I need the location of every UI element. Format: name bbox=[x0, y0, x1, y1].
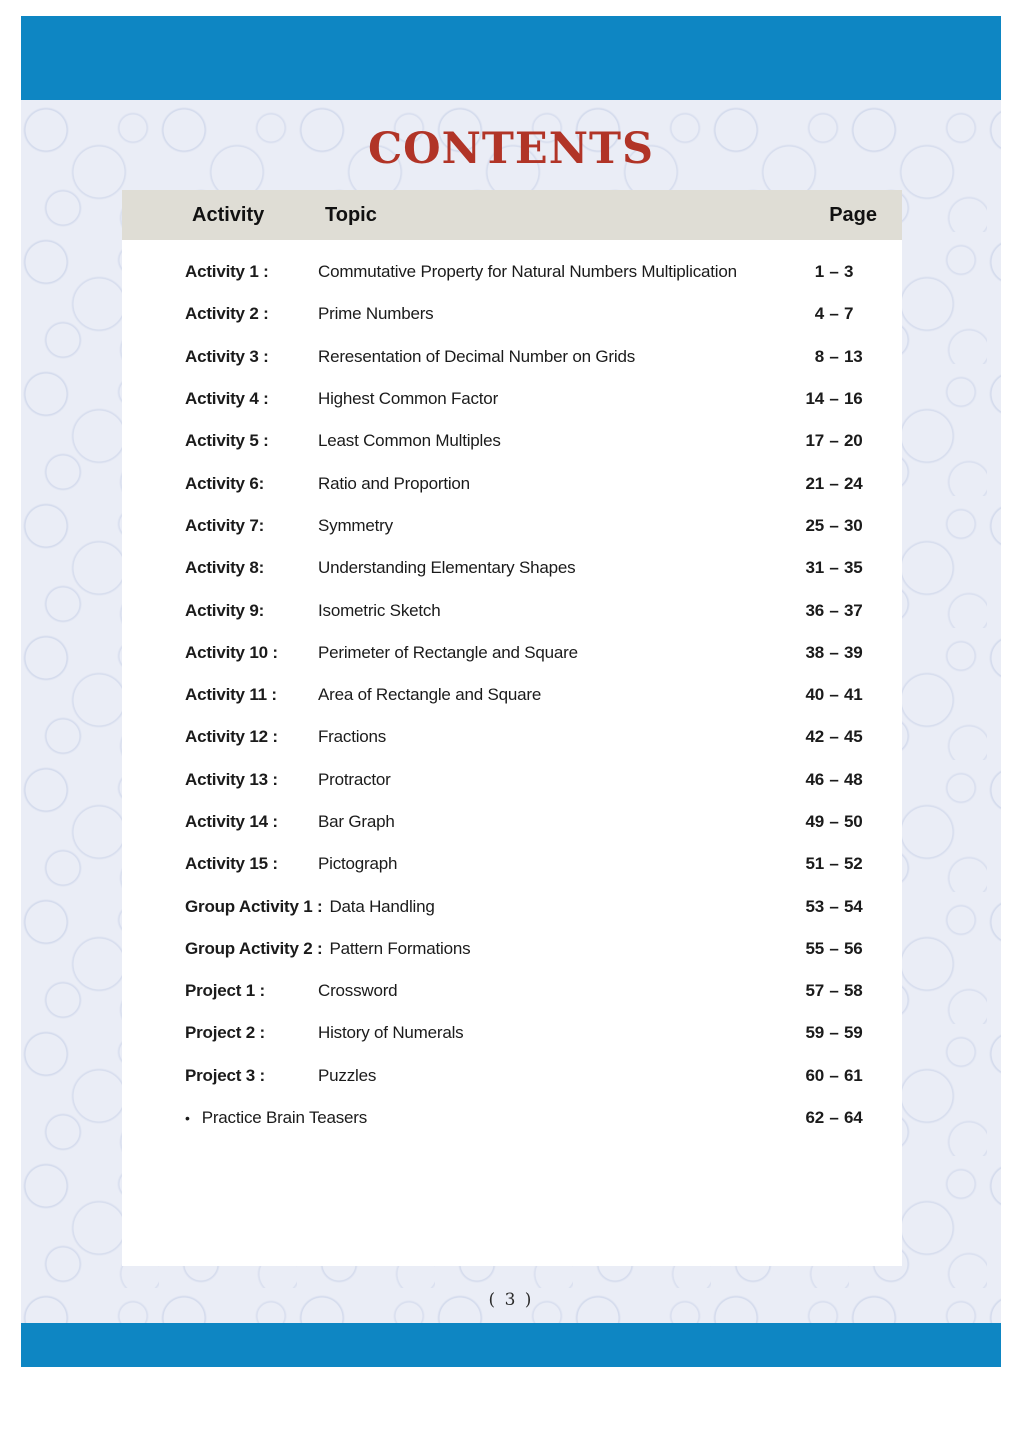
toc-page-start: 51 bbox=[805, 854, 824, 874]
page-range-dash: – bbox=[829, 938, 839, 958]
toc-row-topic: Perimeter of Rectangle and Square bbox=[318, 642, 578, 662]
toc-row-label: Activity 4 : bbox=[185, 389, 269, 409]
page-number: ( 3 ) bbox=[488, 1290, 534, 1310]
toc-row-topic: Data Handling bbox=[329, 896, 435, 916]
toc-row-pages bbox=[798, 685, 870, 705]
toc-page-start: 25 bbox=[805, 515, 824, 535]
toc-page-start: 46 bbox=[805, 769, 824, 789]
toc-row bbox=[122, 336, 902, 378]
toc-row-label: Activity 9: bbox=[185, 600, 265, 620]
toc-page-end: 56 bbox=[844, 938, 863, 958]
toc-page-end: 54 bbox=[844, 896, 863, 916]
toc-page-end: 30 bbox=[844, 515, 863, 535]
page-range-dash: – bbox=[829, 431, 839, 451]
page-range-dash: – bbox=[829, 727, 839, 747]
page-title: CONTENTS bbox=[367, 124, 655, 174]
toc-row-label: Activity 5 : bbox=[185, 431, 269, 451]
bullet-icon: • bbox=[185, 1110, 190, 1127]
toc-row bbox=[122, 885, 902, 927]
toc-row-label: Activity 15 : bbox=[185, 854, 278, 874]
page-range-dash: – bbox=[829, 473, 839, 493]
toc-row bbox=[122, 1055, 902, 1097]
page-range-dash: – bbox=[829, 642, 839, 662]
toc-page-start: 42 bbox=[805, 727, 824, 747]
page-frame bbox=[21, 16, 1001, 1367]
toc-row-topic: Bar Graph bbox=[318, 812, 395, 831]
toc-page-end: 61 bbox=[844, 1065, 863, 1085]
toc-row-label: Activity 2 : bbox=[185, 304, 269, 324]
toc-page-end: 16 bbox=[844, 389, 863, 409]
toc-page-start: 14 bbox=[805, 389, 824, 409]
page-range-dash: – bbox=[829, 1065, 839, 1085]
toc-row-label: Activity 13 : bbox=[185, 769, 278, 789]
toc-page-start: 59 bbox=[805, 1023, 824, 1043]
toc-page-start: 60 bbox=[805, 1065, 824, 1085]
toc-row bbox=[122, 716, 902, 758]
top-banner bbox=[21, 16, 1001, 100]
toc-row-pages bbox=[798, 1023, 870, 1043]
toc-row-topic: History of Numerals bbox=[318, 1023, 464, 1043]
toc-page-start: 31 bbox=[805, 558, 824, 578]
toc-row-pages bbox=[798, 854, 870, 874]
toc-row-topic: Ratio and Proportion bbox=[318, 473, 470, 493]
toc-row bbox=[122, 674, 902, 716]
toc-row-pages bbox=[798, 770, 870, 790]
toc-row-topic: Isometric Sketch bbox=[318, 600, 441, 620]
toc-row-topic: Pattern Formations bbox=[329, 938, 471, 958]
toc-row bbox=[122, 420, 902, 462]
toc-row-pages bbox=[798, 643, 870, 663]
toc-row-topic: Least Common Multiples bbox=[318, 431, 501, 451]
page-range-dash: – bbox=[829, 346, 839, 366]
toc-row bbox=[122, 843, 902, 885]
toc-row bbox=[122, 589, 902, 631]
toc-row-label: Activity 10 : bbox=[185, 642, 278, 662]
page-range-dash: – bbox=[829, 896, 839, 916]
toc-row-label: Group Activity 2 : bbox=[185, 938, 323, 958]
toc-row-label: Activity 7: bbox=[185, 515, 265, 535]
page-range-dash: – bbox=[829, 389, 839, 409]
toc-row-pages bbox=[798, 389, 870, 409]
page-range-dash: – bbox=[829, 600, 839, 620]
column-header-page: Page bbox=[829, 203, 877, 226]
toc-row-topic: Pictograph bbox=[318, 854, 398, 874]
toc-page-end: 37 bbox=[844, 600, 863, 620]
toc-page-start: 1 bbox=[814, 262, 824, 282]
toc-page-end: 20 bbox=[844, 431, 863, 451]
toc-row bbox=[122, 293, 902, 335]
toc-row bbox=[122, 1012, 902, 1054]
toc-row-label: Activity 1 : bbox=[185, 262, 269, 282]
toc-row-topic: Understanding Elementary Shapes bbox=[318, 558, 576, 578]
toc-row-pages bbox=[798, 1066, 870, 1086]
toc-row-label: Project 1 : bbox=[185, 981, 265, 1001]
toc-row-label: Activity 11 : bbox=[185, 685, 277, 705]
toc-row-topic: Crossword bbox=[318, 981, 398, 1001]
toc-row-pages bbox=[798, 897, 870, 917]
toc-row-pages bbox=[798, 262, 870, 282]
toc-row-label: Activity 3 : bbox=[185, 346, 269, 366]
page-range-dash: – bbox=[829, 685, 839, 705]
toc-row-label: Activity 12 : bbox=[185, 727, 278, 747]
toc-page-start: 57 bbox=[805, 981, 824, 1001]
table-header bbox=[122, 190, 902, 240]
toc-page-start: 49 bbox=[805, 812, 824, 831]
toc-row bbox=[122, 505, 902, 547]
page-range-dash: – bbox=[829, 769, 839, 789]
toc-page-end: 35 bbox=[844, 558, 863, 578]
toc-row-topic: Highest Common Factor bbox=[318, 389, 499, 409]
toc-row-topic: Commutative Property for Natural Numbers Multiplication bbox=[318, 262, 737, 282]
toc-row-topic: Reresentation of Decimal Number on Grids bbox=[318, 346, 636, 366]
page-range-dash: – bbox=[829, 515, 839, 535]
toc-page-start: 21 bbox=[805, 473, 824, 493]
page-range-dash: – bbox=[829, 1108, 839, 1128]
toc-row-topic: Prime Numbers bbox=[318, 304, 434, 324]
toc-row-pages bbox=[798, 727, 870, 747]
bottom-banner bbox=[21, 1323, 1001, 1367]
toc-page-end: 7 bbox=[844, 304, 854, 324]
toc-row-label: Group Activity 1 : bbox=[185, 896, 323, 916]
toc-row bbox=[122, 759, 902, 801]
toc-row-topic: Symmetry bbox=[318, 515, 393, 535]
toc-row-topic: Practice Brain Teasers bbox=[201, 1108, 368, 1128]
toc-page-end: 58 bbox=[844, 981, 863, 1001]
toc-page-end: 45 bbox=[844, 727, 863, 747]
toc-row-pages bbox=[798, 812, 870, 832]
page-range-dash: – bbox=[829, 558, 839, 578]
column-header-activity: Activity bbox=[192, 203, 265, 226]
toc-row-label: Project 2 : bbox=[185, 1023, 265, 1043]
toc-page-end: 39 bbox=[844, 642, 863, 662]
toc-page-start: 4 bbox=[814, 304, 824, 324]
toc-row bbox=[122, 462, 902, 504]
toc-row-topic: Protractor bbox=[318, 769, 391, 789]
toc-row-pages bbox=[798, 431, 870, 451]
toc-row-pages bbox=[798, 939, 870, 959]
toc-row-pages bbox=[798, 474, 870, 494]
page-range-dash: – bbox=[829, 812, 839, 831]
toc-row-pages bbox=[798, 981, 870, 1001]
toc-page-start: 8 bbox=[814, 346, 824, 366]
toc-page-start: 55 bbox=[805, 938, 824, 958]
toc-page-start: 38 bbox=[805, 642, 824, 662]
toc-row-label: Activity 8: bbox=[185, 558, 265, 578]
toc-row bbox=[122, 801, 902, 843]
toc-row-label: Activity 6: bbox=[185, 473, 265, 493]
page-range-dash: – bbox=[829, 262, 839, 282]
toc-page-start: 62 bbox=[805, 1108, 824, 1128]
toc-row bbox=[122, 547, 902, 589]
toc-page-end: 41 bbox=[844, 685, 863, 705]
toc-row-label: Activity 14 : bbox=[185, 812, 278, 831]
toc-page-end: 52 bbox=[844, 854, 863, 874]
toc-page-start: 40 bbox=[805, 685, 824, 705]
page-range-dash: – bbox=[829, 854, 839, 874]
page-range-dash: – bbox=[829, 981, 839, 1001]
toc-page-start: 53 bbox=[805, 896, 824, 916]
toc-page-start: 36 bbox=[805, 600, 824, 620]
toc-page-end: 64 bbox=[844, 1108, 863, 1128]
toc-row-pages bbox=[798, 558, 870, 578]
toc-page-end: 59 bbox=[844, 1023, 863, 1043]
toc-row-topic: Puzzles bbox=[318, 1065, 377, 1085]
toc-row-pages bbox=[798, 516, 870, 536]
toc-page-start: 17 bbox=[805, 431, 824, 451]
patterned-background bbox=[21, 100, 1001, 1323]
toc-page-end: 24 bbox=[844, 473, 863, 493]
toc-row bbox=[122, 928, 902, 970]
page-range-dash: – bbox=[829, 304, 839, 324]
toc-row bbox=[122, 632, 902, 674]
toc-row bbox=[122, 1097, 902, 1139]
toc-rows bbox=[122, 240, 902, 1139]
toc-row bbox=[122, 970, 902, 1012]
toc-row-label: Project 3 : bbox=[185, 1065, 265, 1085]
toc-row-pages bbox=[798, 601, 870, 621]
toc-row bbox=[122, 378, 902, 420]
page-range-dash: – bbox=[829, 1023, 839, 1043]
toc-row-pages bbox=[798, 347, 870, 367]
toc-row-topic: Area of Rectangle and Square bbox=[318, 685, 542, 705]
toc-row-pages bbox=[798, 1108, 870, 1128]
toc-row bbox=[122, 251, 902, 293]
toc-row-topic: Fractions bbox=[318, 727, 387, 747]
toc-page-end: 13 bbox=[844, 346, 863, 366]
toc-row-pages bbox=[798, 304, 870, 324]
toc-page-end: 3 bbox=[844, 262, 854, 282]
contents-panel bbox=[122, 190, 902, 1266]
toc-page-end: 50 bbox=[844, 812, 863, 831]
column-header-topic: Topic bbox=[325, 203, 377, 226]
toc-page-end: 48 bbox=[844, 769, 863, 789]
